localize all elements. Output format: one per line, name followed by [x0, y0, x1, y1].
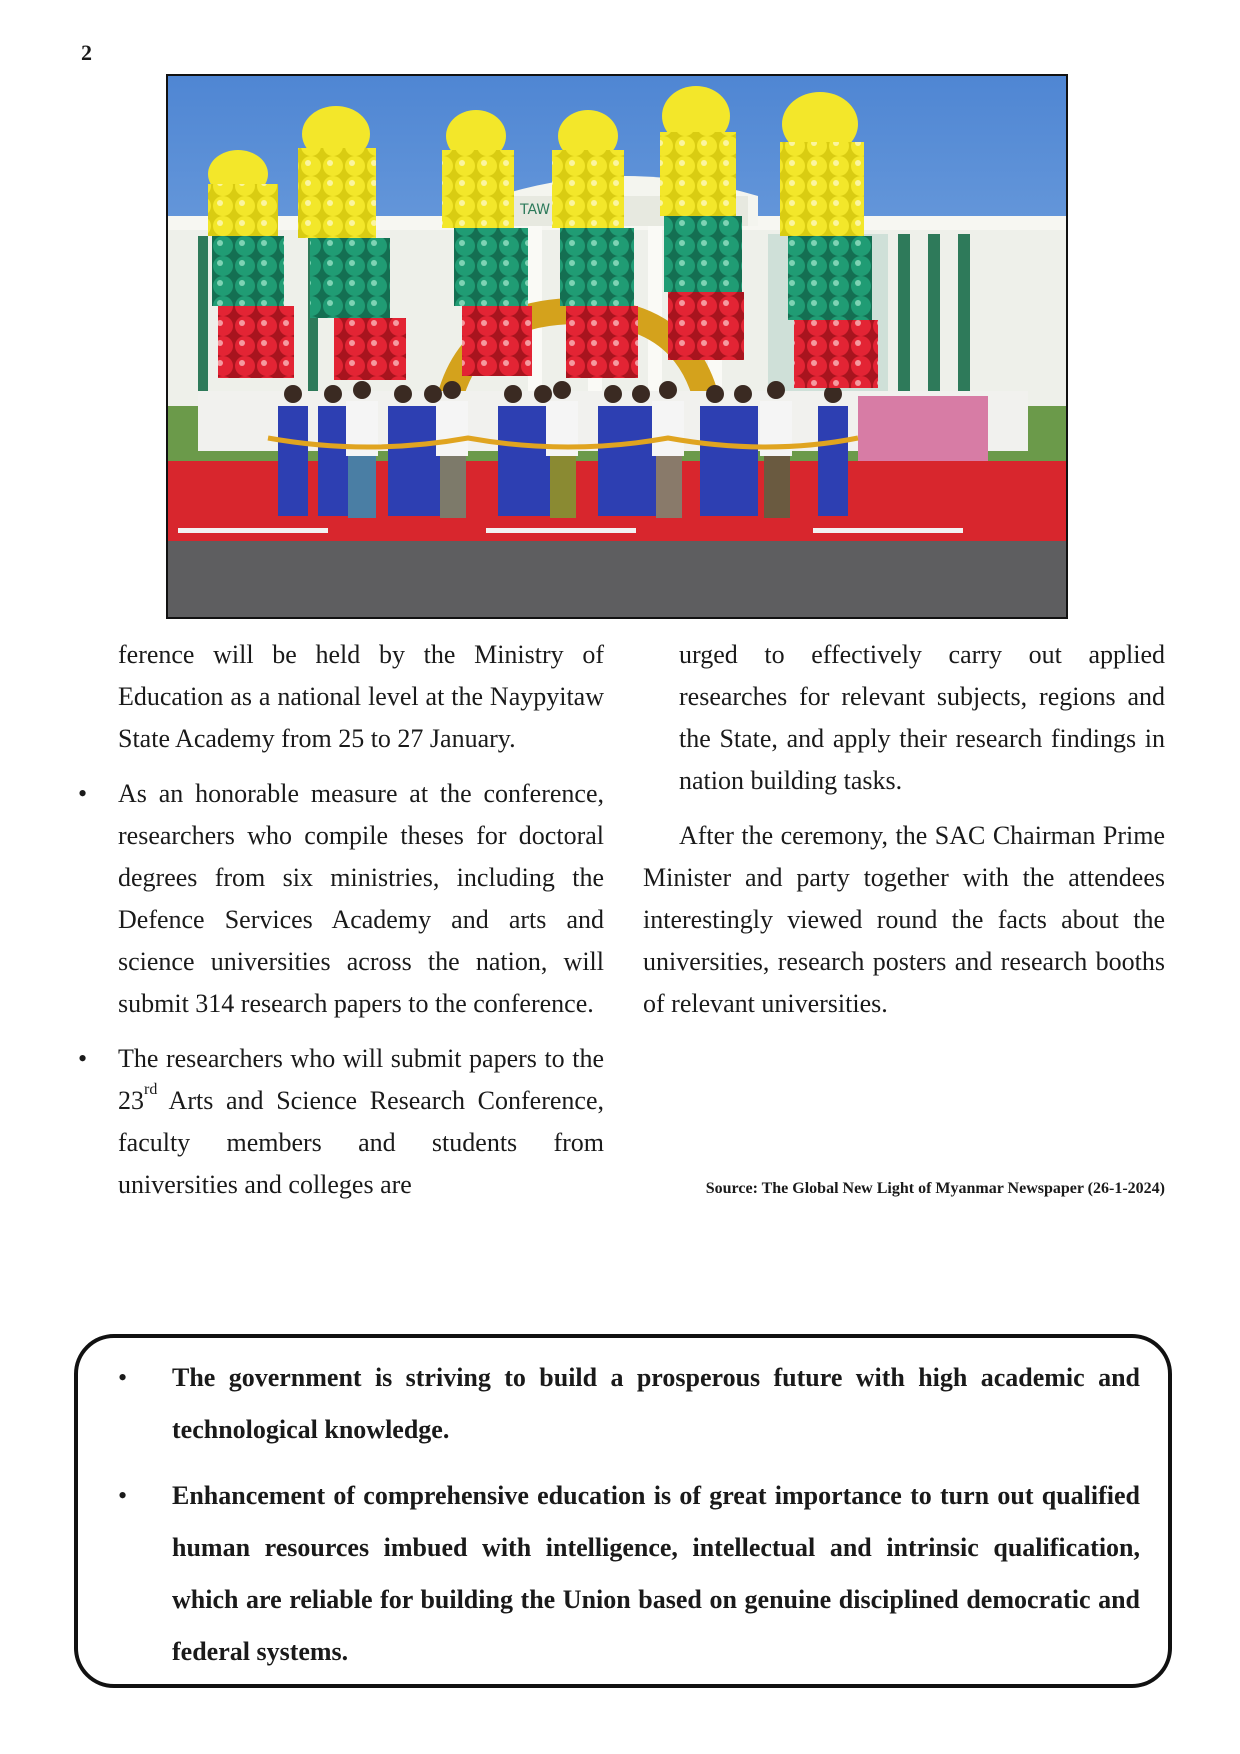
highlight-item	[118, 1470, 1140, 1678]
list-item	[78, 773, 604, 1025]
highlight-item-text: Enhancement of comprehensive education is of great importance to turn out qualified human resources imbued with intelligence, intellectual and intrinsic qualification, which are reliable for building the Union based on genuine disciplined democratic and federal systems.	[172, 1481, 1140, 1666]
ordinal-superscript: rd	[144, 1081, 158, 1098]
source-citation: Source: The Global New Light of Myanmar Newspaper (26-1-2024)	[705, 1180, 1165, 1197]
right-column	[643, 634, 1165, 1025]
right-continued-paragraph: urged to effectively carry out applied researches for relevant subjects, regions and the State, and apply their research findings in nation building tasks.	[679, 640, 1165, 795]
right-paragraph: After the ceremony, the SAC Chairman Prime Minister and party together with the attendees interestingly viewed round the facts about the universities, research posters and research booths of relevant universities.	[643, 821, 1165, 1018]
bullet-icon: •	[78, 779, 88, 808]
bullet-icon: •	[118, 1481, 128, 1510]
list-item-text: As an honorable measure at the conference, researchers who compile theses for doctoral degrees from six ministries, including the Defence Services Academy and arts and science universities across the nation, will submit 314 research papers to the conference.	[118, 779, 604, 1018]
highlight-item-text: The government is striving to build a prosperous future with high academic and technological knowledge.	[172, 1363, 1140, 1444]
highlight-item	[118, 1352, 1140, 1456]
ribbon-cutting-photo	[166, 74, 1068, 619]
list-item-text-after: Arts and Science Research Conference, faculty members and students from universities and colleges are	[118, 1086, 604, 1199]
bullet-icon: •	[118, 1363, 128, 1392]
bullet-icon: •	[78, 1044, 88, 1073]
left-continued-paragraph: ference will be held by the Ministry of Education as a national level at the Naypyitaw State Academy from 25 to 27 January.	[118, 640, 604, 753]
list-item	[78, 1038, 604, 1206]
building-sign-left: TAW	[520, 202, 551, 218]
page-number: 2	[81, 40, 92, 65]
highlight-box	[74, 1334, 1172, 1688]
list-item-text-before: The researchers who will submit papers to the 23	[118, 1044, 604, 1115]
left-column	[78, 634, 604, 1206]
